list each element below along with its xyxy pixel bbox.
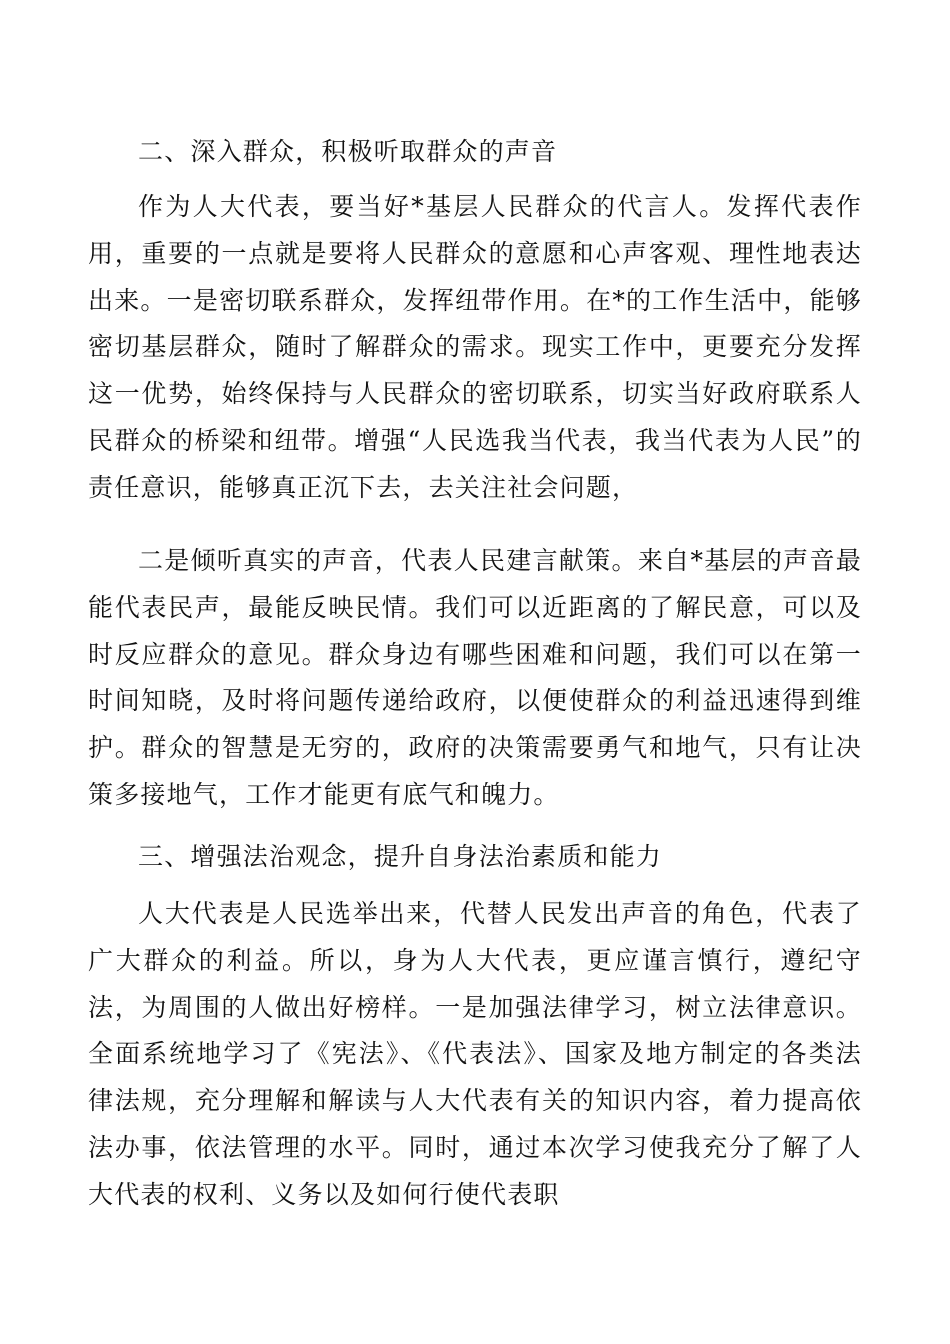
paragraph-contact-masses: 作为人大代表，要当好*基层人民群众的代言人。发挥代表作用，重要的一点就是要将人民群众的意愿和心声客观、理性地表达出来。一是密切联系群众，发挥纽带作用。在*的工作生活中，能够密切基层群众，随时了解群众的需求。现实工作中，更要充分发挥这一优势，始终保持与人民群众的密切联系，切实当好政府联系人民群众的桥梁和纽带。增强“人民选我当代表，我当代表为人民”的责任意识，能够真正沉下去，去关注社会问题， — [88, 192, 862, 502]
section-heading-3: 三、增强法治观念，提升自身法治素质和能力 — [138, 842, 663, 871]
section-heading-2: 二、深入群众，积极听取群众的声音 — [138, 137, 558, 166]
paragraph-rule-of-law: 人大代表是人民选举出来，代替人民发出声音的角色，代表了广大群众的利益。所以，身为人大代表，更应谨言慎行，遵纪守法，为周围的人做出好榜样。一是加强法律学习，树立法律意识。全面系统地学习了《宪法》、《代表法》、国家及地方制定的各类法律法规，充分理解和解读与人大代表有关的知识内容，着力提高依法办事，依法管理的水平。同时，通过本次学习使我充分了解了人大代表的权利、义务以及如何行使代表职 — [88, 899, 862, 1209]
paragraph-listen-voices: 二是倾听真实的声音，代表人民建言献策。来自*基层的声音最能代表民声，最能反映民情。我们可以近距离的了解民意，可以及时反应群众的意见。群众身边有哪些困难和问题，我们可以在第一时间知晓，及时将问题传递给政府，以便使群众的利益迅速得到维护。群众的智慧是无穷的，政府的决策需要勇气和地气，只有让决策多接地气，工作才能更有底气和魄力。 — [88, 546, 862, 809]
